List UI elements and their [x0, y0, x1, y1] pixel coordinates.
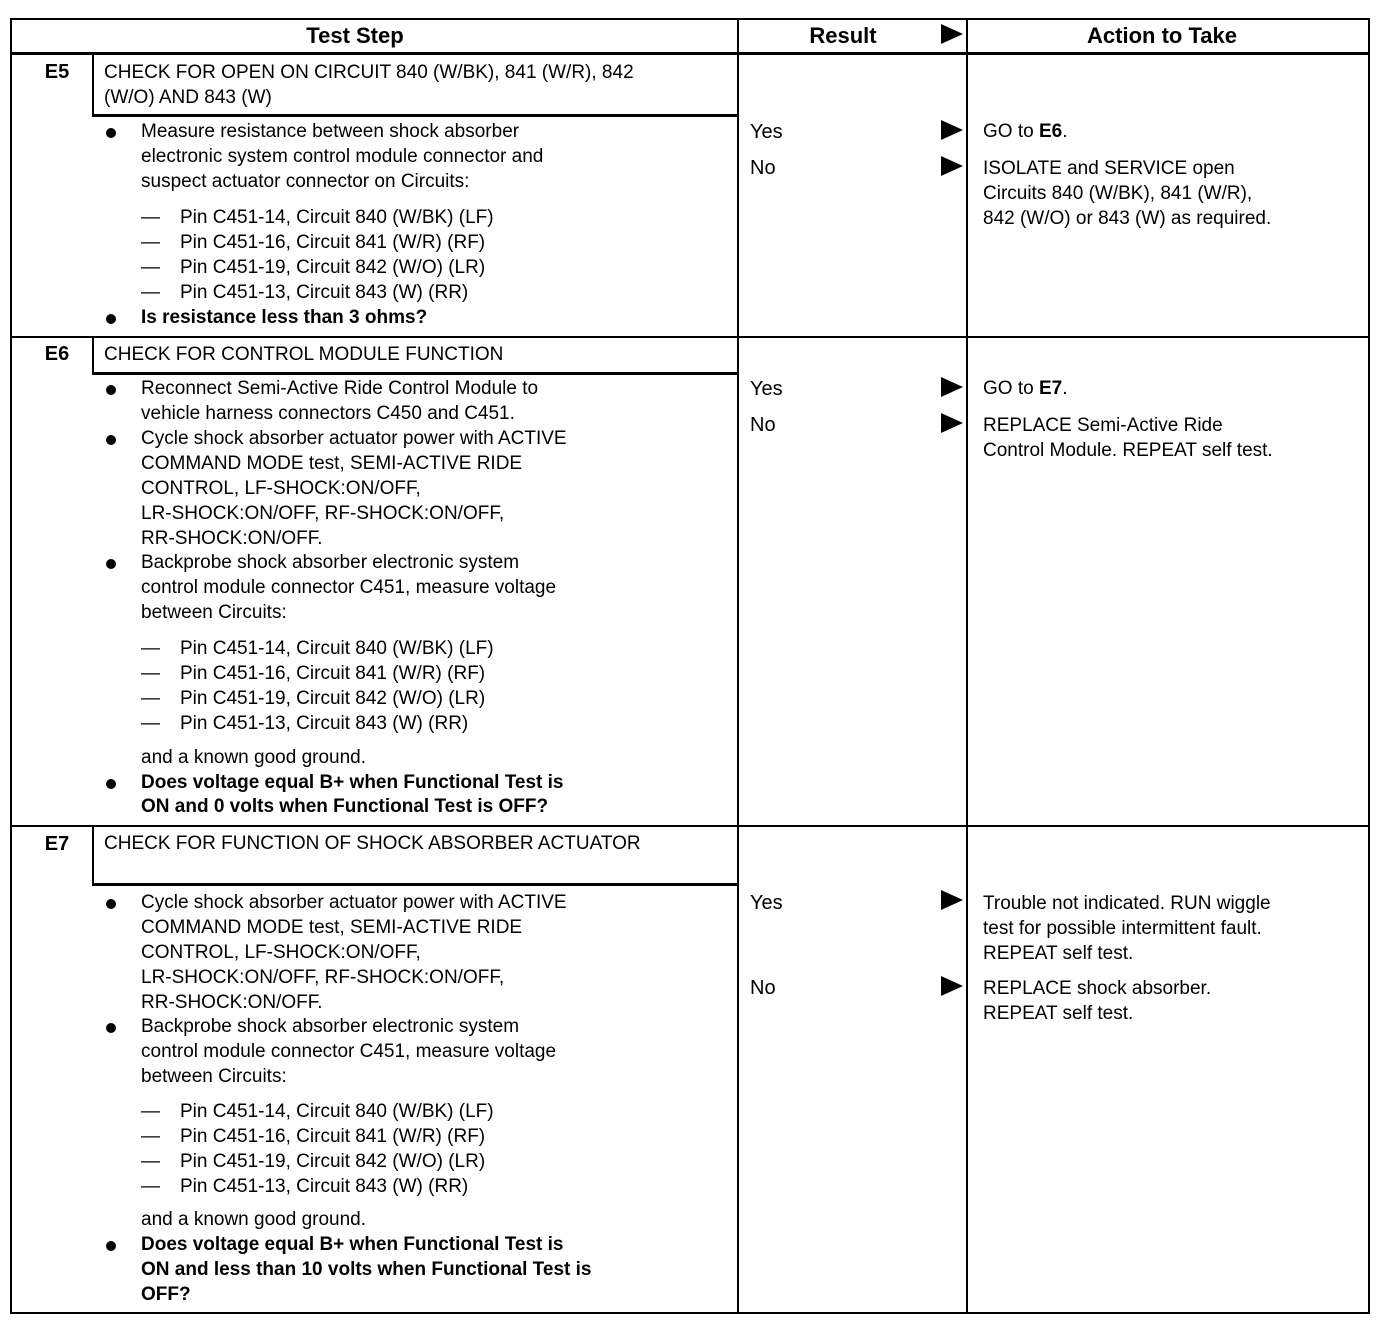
result-yes: Yes — [750, 121, 783, 143]
arrow-right-icon — [941, 413, 963, 433]
dash-icon: — — [141, 207, 160, 228]
pin-line: Pin C451-16, Circuit 841 (W/R) (RF) — [180, 232, 486, 253]
header-test-step: Test Step — [306, 23, 404, 48]
pin-line: Pin C451-19, Circuit 842 (W/O) (LR) — [180, 688, 486, 709]
step-title: CHECK FOR CONTROL MODULE FUNCTION — [104, 344, 504, 365]
dash-icon: — — [141, 1151, 160, 1172]
instruction-line: suspect actuator connector on Circuits: — [141, 171, 470, 192]
result-yes: Yes — [750, 892, 783, 914]
step-title: CHECK FOR OPEN ON CIRCUIT 840 (W/BK), 841 (W/R), 842 (W/O) AND 843 (W) — [104, 62, 634, 108]
action-no-line: Control Module. REPEAT self test. — [983, 440, 1273, 461]
instruction-line: Reconnect Semi-Active Ride Control Module to — [141, 378, 539, 399]
action-yes-line: REPEAT self test. — [983, 943, 1134, 964]
instruction-line: control module connector C451, measure voltage — [141, 1041, 557, 1062]
dash-icon: — — [141, 1101, 160, 1122]
bullet-icon — [106, 779, 116, 789]
bullet-icon — [106, 1023, 116, 1033]
dash-icon: — — [141, 663, 160, 684]
bullet-icon — [106, 314, 116, 324]
step-id: E7 — [44, 833, 70, 855]
result-no: No — [750, 977, 776, 999]
arrow-right-icon — [941, 890, 963, 910]
instruction-line: LR-SHOCK:ON/OFF, RF-SHOCK:ON/OFF, — [141, 967, 505, 988]
dash-icon: — — [141, 1176, 160, 1197]
bullet-icon — [106, 899, 116, 909]
pin-line: Pin C451-14, Circuit 840 (W/BK) (LF) — [180, 638, 494, 659]
dash-icon: — — [141, 282, 160, 303]
action-no-line: REPLACE Semi-Active Ride — [983, 415, 1223, 436]
instruction-line: COMMAND MODE test, SEMI-ACTIVE RIDE — [141, 453, 523, 474]
question-line: ON and 0 volts when Functional Test is OFF? — [141, 796, 549, 817]
instruction-line: Measure resistance between shock absorber — [141, 121, 520, 142]
instruction-line: Cycle shock absorber actuator power with ACTIVE — [141, 428, 567, 449]
result-no: No — [750, 414, 776, 436]
step-title: CHECK FOR FUNCTION OF SHOCK ABSORBER ACTUATOR — [104, 833, 641, 854]
dash-icon: — — [141, 638, 160, 659]
instruction-line: control module connector C451, measure voltage — [141, 577, 557, 598]
header-action: Action to Take — [1087, 23, 1237, 48]
pin-line: Pin C451-16, Circuit 841 (W/R) (RF) — [180, 663, 486, 684]
instruction-line: Backprobe shock absorber electronic system — [141, 1016, 520, 1037]
instruction-line: Cycle shock absorber actuator power with ACTIVE — [141, 892, 567, 913]
dash-icon: — — [141, 1126, 160, 1147]
arrow-right-icon — [941, 976, 963, 996]
pin-line: Pin C451-13, Circuit 843 (W) (RR) — [180, 713, 469, 734]
instruction-line: electronic system control module connector and — [141, 146, 544, 167]
pin-line: Pin C451-14, Circuit 840 (W/BK) (LF) — [180, 207, 494, 228]
instruction-line: CONTROL, LF-SHOCK:ON/OFF, — [141, 478, 421, 499]
ground-line: and a known good ground. — [141, 1209, 367, 1230]
instruction-line: LR-SHOCK:ON/OFF, RF-SHOCK:ON/OFF, — [141, 503, 505, 524]
header-result-arrow-icon — [941, 24, 963, 44]
dash-icon: — — [141, 257, 160, 278]
action-no-line: ISOLATE and SERVICE open — [983, 158, 1235, 179]
dash-icon: — — [141, 688, 160, 709]
instruction-line: Backprobe shock absorber electronic system — [141, 552, 520, 573]
bullet-icon — [106, 559, 116, 569]
instruction-line: CONTROL, LF-SHOCK:ON/OFF, — [141, 942, 421, 963]
arrow-right-icon — [941, 377, 963, 397]
instruction-line: between Circuits: — [141, 602, 287, 623]
arrow-right-icon — [941, 156, 963, 176]
instruction-line: vehicle harness connectors C450 and C451. — [141, 403, 515, 424]
header-result: Result — [809, 23, 877, 48]
bullet-icon — [106, 128, 116, 138]
pin-line: Pin C451-13, Circuit 843 (W) (RR) — [180, 1176, 469, 1197]
instruction-line: COMMAND MODE test, SEMI-ACTIVE RIDE — [141, 917, 523, 938]
arrow-right-icon — [941, 120, 963, 140]
ground-line: and a known good ground. — [141, 747, 367, 768]
action-yes: GO to E6. — [983, 121, 1068, 142]
step-id: E5 — [44, 61, 70, 83]
dash-icon: — — [141, 232, 160, 253]
action-no-line: REPEAT self test. — [983, 1003, 1134, 1024]
pin-line: Pin C451-13, Circuit 843 (W) (RR) — [180, 282, 469, 303]
instruction-line: RR-SHOCK:ON/OFF. — [141, 528, 323, 549]
question-line: Does voltage equal B+ when Functional Test is — [141, 1234, 564, 1255]
bullet-icon — [106, 1241, 116, 1251]
action-no-line: Circuits 840 (W/BK), 841 (W/R), — [983, 183, 1253, 204]
pin-line: Pin C451-14, Circuit 840 (W/BK) (LF) — [180, 1101, 494, 1122]
instruction-line: between Circuits: — [141, 1066, 287, 1087]
action-no-line: REPLACE shock absorber. — [983, 978, 1212, 999]
question-line: ON and less than 10 volts when Functional Test is — [141, 1259, 592, 1280]
step-id: E6 — [44, 343, 70, 365]
question-line: OFF? — [141, 1284, 191, 1305]
bullet-icon — [106, 385, 116, 395]
result-no: No — [750, 157, 776, 179]
pin-line: Pin C451-19, Circuit 842 (W/O) (LR) — [180, 1151, 486, 1172]
pin-line: Pin C451-16, Circuit 841 (W/R) (RF) — [180, 1126, 486, 1147]
action-yes-line: test for possible intermittent fault. — [983, 918, 1262, 939]
question-line: Does voltage equal B+ when Functional Test is — [141, 772, 564, 793]
result-yes: Yes — [750, 378, 783, 400]
pin-line: Pin C451-19, Circuit 842 (W/O) (LR) — [180, 257, 486, 278]
action-yes-line: Trouble not indicated. RUN wiggle — [983, 893, 1271, 914]
instruction-line: RR-SHOCK:ON/OFF. — [141, 992, 323, 1013]
dash-icon: — — [141, 713, 160, 734]
bullet-icon — [106, 435, 116, 445]
action-no-line: 842 (W/O) or 843 (W) as required. — [983, 208, 1272, 229]
question-line: Is resistance less than 3 ohms? — [141, 307, 428, 328]
action-yes: GO to E7. — [983, 378, 1068, 399]
